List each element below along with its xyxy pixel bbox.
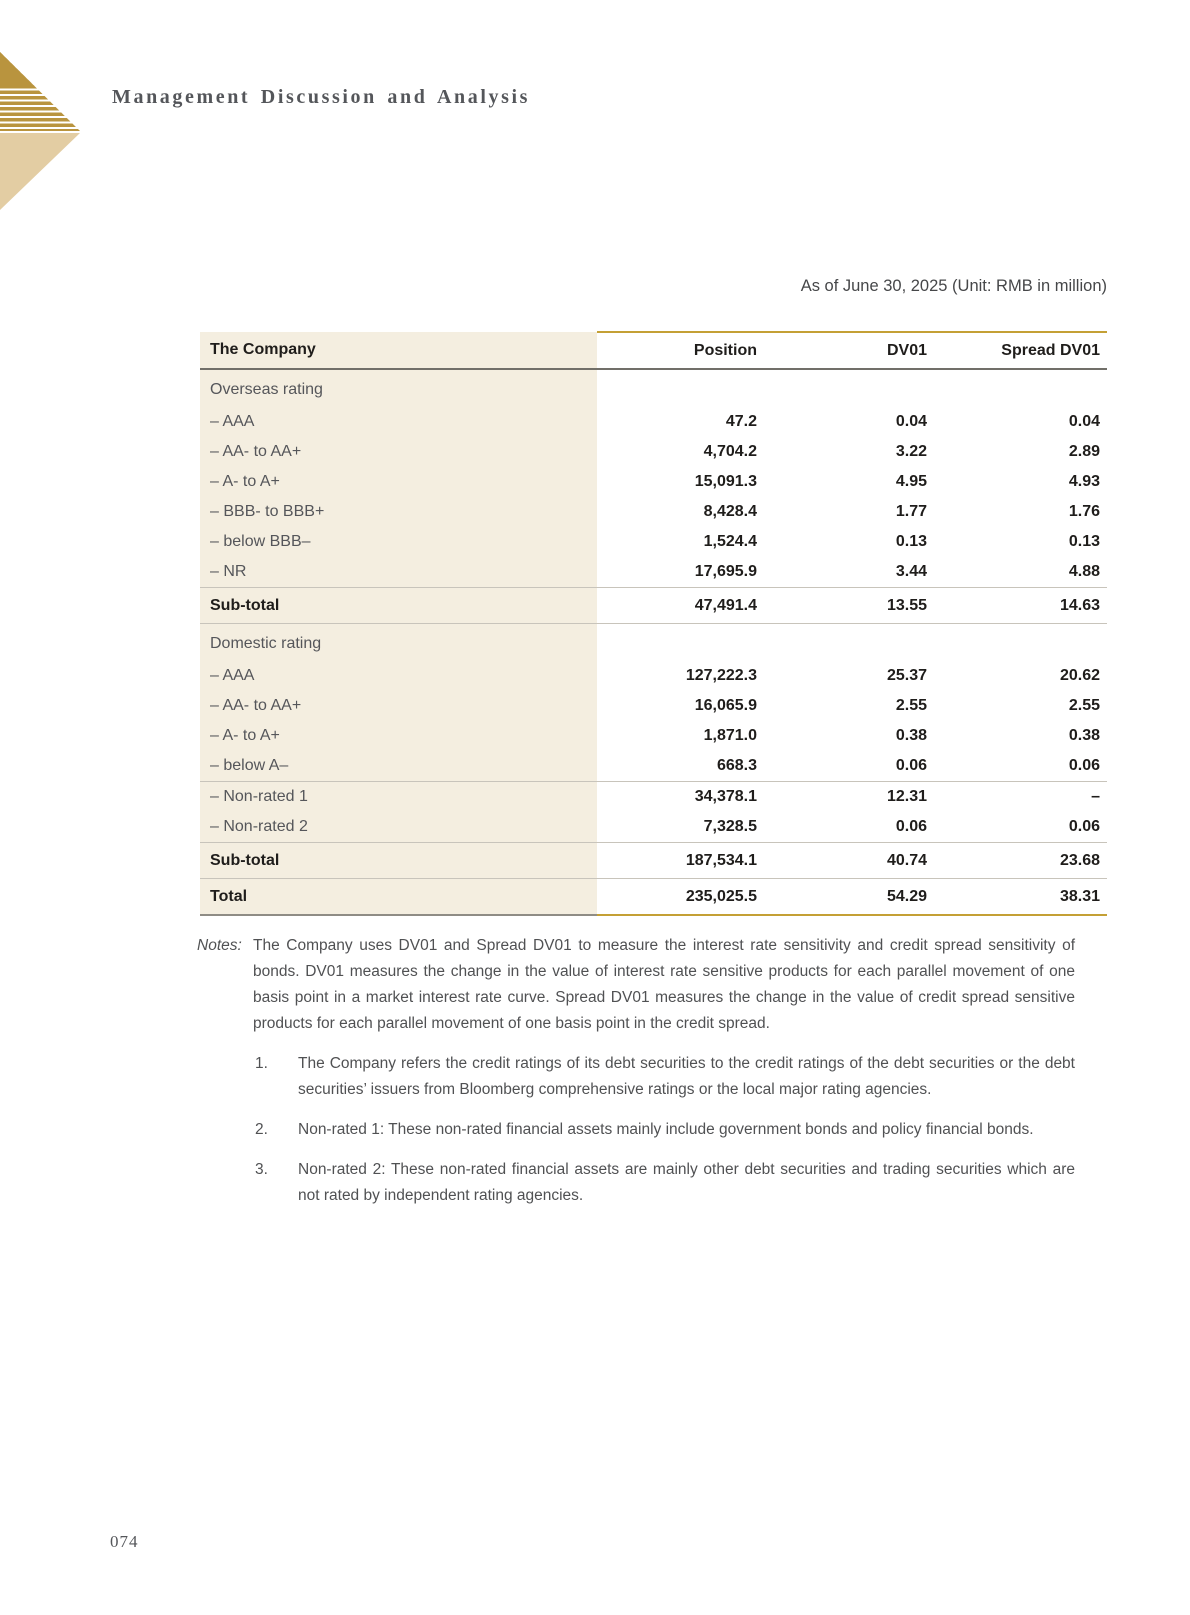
- cell-position: 4,704.2: [703, 443, 757, 460]
- row-label: – below BBB–: [200, 527, 597, 557]
- row-label: – NR: [200, 557, 597, 588]
- row-label: – AAA: [200, 661, 597, 691]
- page-header-title: Management Discussion and Analysis: [112, 86, 531, 108]
- cell-spread: 38.31: [934, 879, 1107, 916]
- cell-spread: 20.62: [1059, 667, 1100, 684]
- notes-intro-text: The Company uses DV01 and Spread DV01 to measure the interest rate sensitivity and credit spread sensitivity of bonds. DV01 measures the change in the value of interest rate sensitive products for each parallel movement of one basis point in a market interest rate curve. Spread DV01 measures the change in the value of credit spread sensitive products for each parallel movement of one basis point in the credit spread.: [253, 937, 1075, 1032]
- table-row-subtotal: [200, 843, 1107, 879]
- cell-spread: 2.55: [1068, 697, 1100, 714]
- cell-spread: 23.68: [934, 843, 1107, 879]
- table-row: [200, 661, 1107, 691]
- row-label: – below A–: [200, 751, 597, 782]
- cell-spread: 14.63: [934, 588, 1107, 624]
- table-row: [200, 721, 1107, 751]
- cell-dv01: 4.95: [895, 473, 927, 490]
- table-row: [200, 497, 1107, 527]
- row-label: – Non-rated 1: [200, 782, 597, 813]
- cell-position: 127,222.3: [685, 667, 757, 684]
- table-row: [200, 782, 1107, 813]
- logo-striped-triangle: [0, 52, 80, 131]
- col-header-spread-dv01: Spread DV01: [934, 332, 1107, 369]
- row-label: – AA- to AA+: [200, 691, 597, 721]
- table-row: [200, 437, 1107, 467]
- cell-spread: 0.04: [1068, 413, 1100, 430]
- note-number: 3.: [255, 1161, 268, 1178]
- cell-spread: 0.06: [1068, 818, 1100, 835]
- corner-triangle-logo: [0, 52, 80, 210]
- cell-dv01: 40.74: [764, 843, 934, 879]
- table-row: [200, 527, 1107, 557]
- table-row: [200, 751, 1107, 782]
- cell-dv01: 3.22: [895, 443, 927, 460]
- cell-spread: 0.06: [1068, 757, 1100, 774]
- row-label: – Non-rated 2: [200, 812, 597, 843]
- notes-section: [197, 933, 1075, 1209]
- notes-label: Notes:: [197, 937, 242, 954]
- note-number: 1.: [255, 1055, 268, 1072]
- cell-dv01: 25.37: [886, 667, 927, 684]
- cell-dv01: 0.04: [895, 413, 927, 430]
- note-item: [197, 1117, 1075, 1143]
- table-row-subtotal: [200, 588, 1107, 624]
- cell-dv01: 13.55: [764, 588, 934, 624]
- table-row: [200, 812, 1107, 843]
- note-item: [197, 1157, 1075, 1209]
- note-item: [197, 1051, 1075, 1103]
- page-number: 074: [110, 1532, 139, 1551]
- bond-sensitivity-table-wrap: [200, 331, 1107, 916]
- note-text: Non-rated 2: These non-rated financial assets are mainly other debt securities and trading securities which are not rated by independent rating agencies.: [298, 1161, 1075, 1204]
- cell-dv01: 0.13: [895, 533, 927, 550]
- cell-spread: 4.93: [1068, 473, 1100, 490]
- col-header-position: Position: [597, 332, 764, 369]
- note-text: Non-rated 1: These non-rated financial assets mainly include government bonds and policy financial bonds.: [298, 1121, 1034, 1138]
- cell-position: 8,428.4: [703, 503, 757, 520]
- table-row: [200, 624, 1107, 662]
- row-label: Sub-total: [200, 588, 597, 624]
- note-number: 2.: [255, 1121, 268, 1138]
- table-row: [200, 407, 1107, 437]
- cell-spread: 4.88: [1068, 563, 1100, 580]
- cell-spread: 0.38: [1068, 727, 1100, 744]
- table-row-total: [200, 879, 1107, 916]
- table-header-row: [200, 332, 1107, 369]
- row-label: – A- to A+: [200, 467, 597, 497]
- row-label: Total: [200, 879, 597, 916]
- cell-position: 34,378.1: [597, 782, 764, 813]
- cell-position: 235,025.5: [597, 879, 764, 916]
- cell-dv01: 54.29: [764, 879, 934, 916]
- row-label: – AAA: [200, 407, 597, 437]
- row-label: – AA- to AA+: [200, 437, 597, 467]
- note-text: The Company refers the credit ratings of its debt securities to the credit ratings of the debt securities or the debt securities’ issuers from Bloomberg comprehensive ratings or the local major rating agencies.: [298, 1055, 1075, 1098]
- cell-spread: 2.89: [1068, 443, 1100, 460]
- table-row: [200, 369, 1107, 407]
- table-row: [200, 557, 1107, 588]
- cell-position: 47,491.4: [597, 588, 764, 624]
- cell-position: 15,091.3: [694, 473, 757, 490]
- cell-spread: –: [934, 782, 1107, 813]
- cell-dv01: 12.31: [764, 782, 934, 813]
- row-label: Sub-total: [200, 843, 597, 879]
- cell-position: 187,534.1: [597, 843, 764, 879]
- row-label: Domestic rating: [200, 624, 597, 662]
- row-label: – BBB- to BBB+: [200, 497, 597, 527]
- notes-intro: [197, 933, 1075, 1037]
- cell-position: 1,524.4: [703, 533, 757, 550]
- cell-dv01: 0.06: [895, 757, 927, 774]
- cell-position: 16,065.9: [694, 697, 757, 714]
- cell-position: 668.3: [716, 757, 757, 774]
- table-row: [200, 467, 1107, 497]
- cell-position: 47.2: [725, 413, 757, 430]
- row-label: – A- to A+: [200, 721, 597, 751]
- cell-spread: 0.13: [1068, 533, 1100, 550]
- logo-plain-triangle: [0, 133, 80, 210]
- cell-dv01: 1.77: [895, 503, 927, 520]
- row-label: Overseas rating: [200, 369, 597, 407]
- cell-dv01: 0.38: [895, 727, 927, 744]
- bond-sensitivity-table: [200, 331, 1107, 916]
- col-header-company: The Company: [200, 332, 597, 369]
- cell-position: 1,871.0: [703, 727, 757, 744]
- cell-dv01: 3.44: [895, 563, 927, 580]
- cell-position: 17,695.9: [694, 563, 757, 580]
- cell-spread: 1.76: [1068, 503, 1100, 520]
- col-header-dv01: DV01: [764, 332, 934, 369]
- table-caption-date: As of June 30, 2025 (Unit: RMB in million): [800, 277, 1107, 295]
- cell-position: 7,328.5: [703, 818, 757, 835]
- cell-dv01: 2.55: [895, 697, 927, 714]
- cell-dv01: 0.06: [895, 818, 927, 835]
- table-row: [200, 691, 1107, 721]
